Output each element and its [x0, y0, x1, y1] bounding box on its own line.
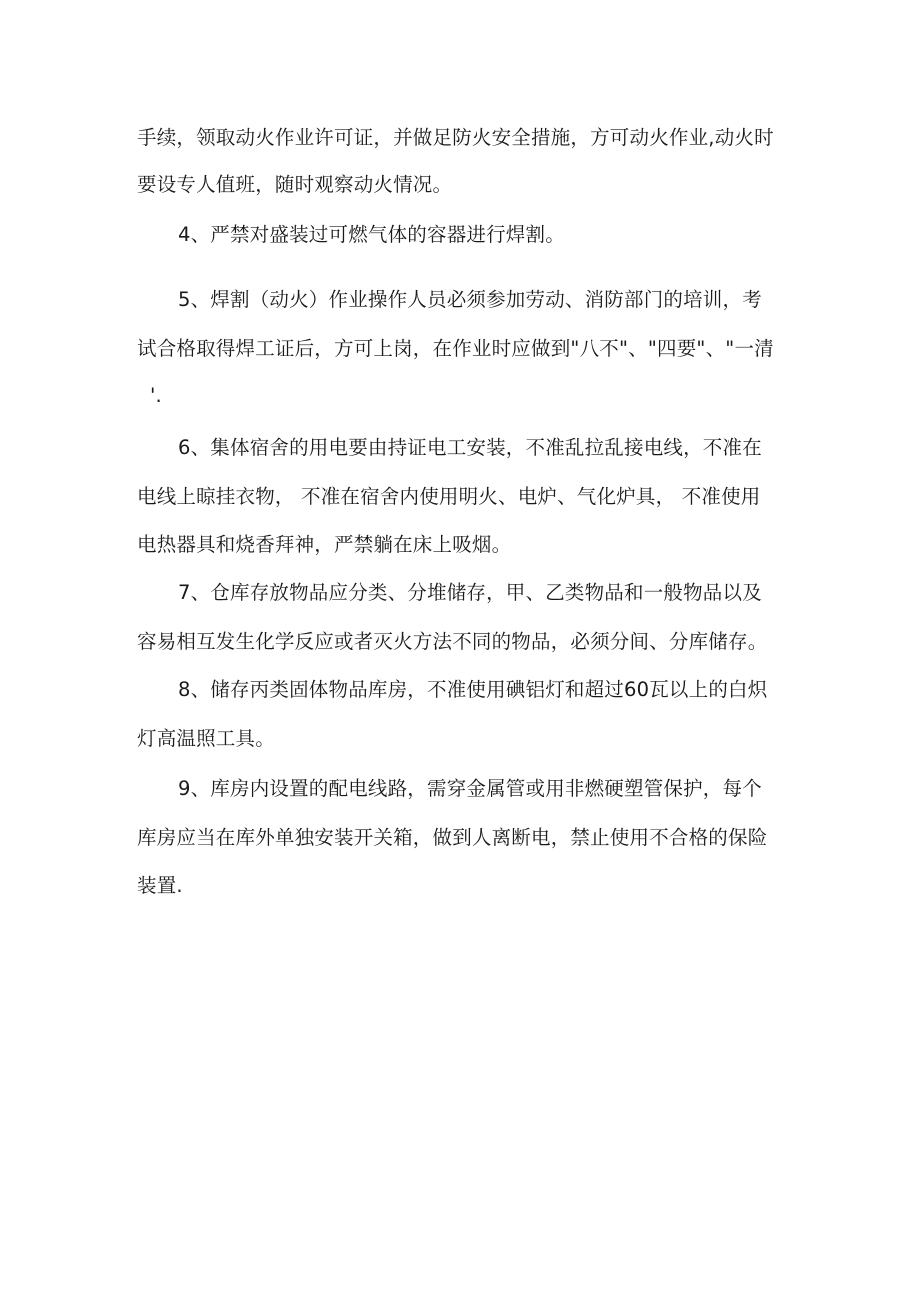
- paragraph-4-line-1: 4、严禁对盛装过可燃气体的容器进行焊割。: [178, 223, 565, 246]
- paragraph-6-line-1: 6、集体宿舍的用电要由持证电工安装，不准乱拉乱接电线，不准在: [178, 436, 762, 459]
- paragraph-6-line-2: 电线上晾挂衣物， 不准在宿舍内使用明火、电炉、气化炉具， 不准使用: [137, 485, 761, 508]
- paragraph-5-line-2: 试合格取得焊工证后，方可上岗，在作业时应做到"八不"、"四要"、"一清: [137, 337, 774, 360]
- paragraph-8-line-2: 灯高温照工具。: [137, 727, 275, 750]
- paragraph-8-line-1: 8、储存丙类固体物品库房，不准使用碘铝灯和超过60瓦以上的白炽: [178, 678, 768, 701]
- paragraph-9-line-3: 装置.: [137, 874, 183, 897]
- paragraph-7-line-1: 7、仓库存放物品应分类、分堆储存，甲、乙类物品和一般物品以及: [178, 581, 762, 604]
- paragraph-9-line-2: 库房应当在库外单独安装开关箱，做到人离断电，禁止使用不合格的保险: [137, 826, 768, 849]
- paragraph-3-line-1: 手续，领取动火作业许可证，并做足防火安全措施，方可动火作业,动火时: [137, 126, 774, 149]
- paragraph-7-line-2: 容易相互发生化学反应或者灭火方法不同的物品，必须分间、分库储存。: [137, 630, 768, 653]
- paragraph-6-line-3: 电热器具和烧香拜神，严禁躺在床上吸烟。: [137, 533, 512, 556]
- paragraph-9-line-1: 9、库房内设置的配电线路，需穿金属管或用非燃硬塑管保护，每个: [178, 777, 762, 800]
- paragraph-5-line-1: 5、焊割（动火）作业操作人员必须参加劳动、消防部门的培训，考: [178, 288, 762, 311]
- paragraph-3-line-2: 要设专人值班，随时观察动火情况。: [137, 173, 453, 196]
- paragraph-5-line-3: '.: [150, 384, 162, 407]
